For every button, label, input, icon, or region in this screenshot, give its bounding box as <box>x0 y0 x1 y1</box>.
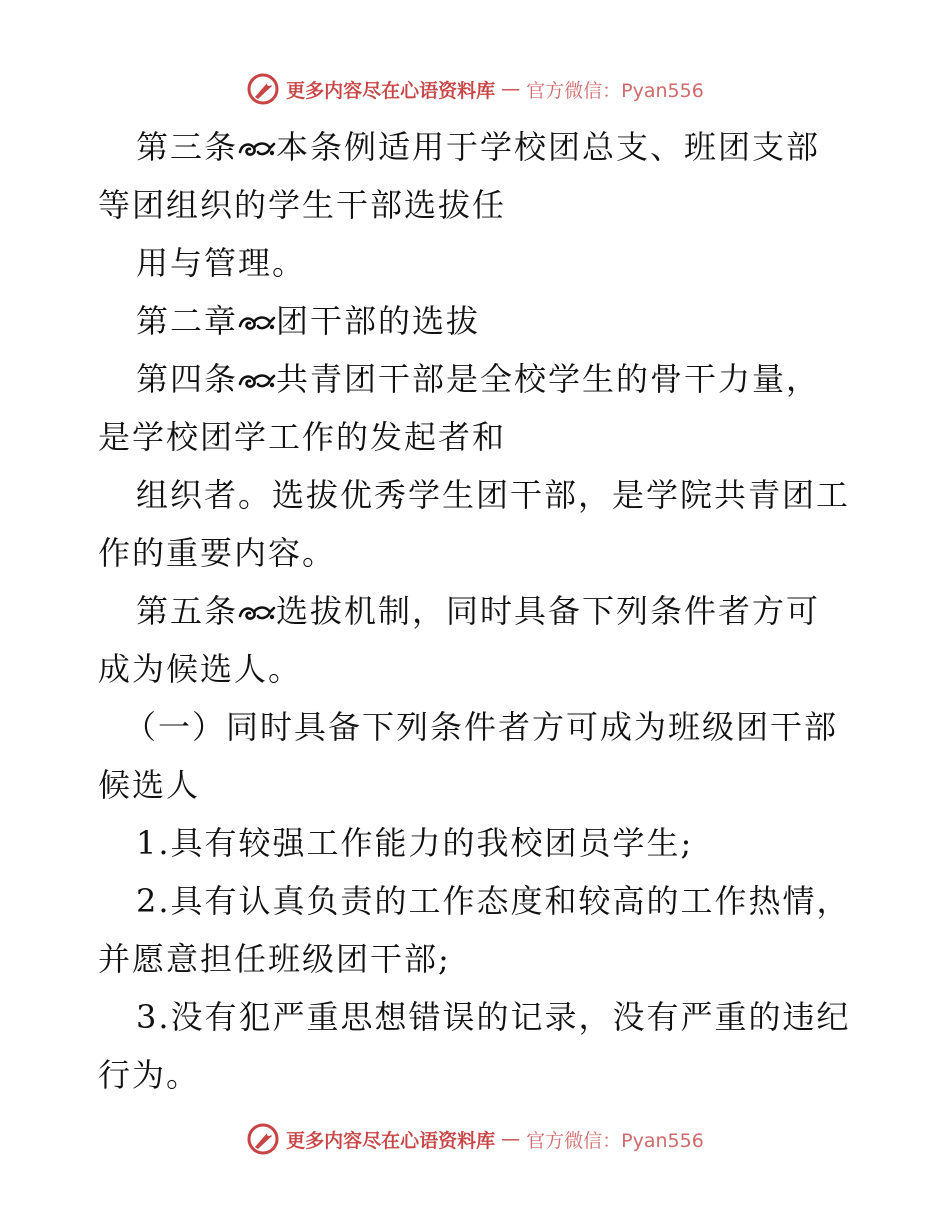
document-line <box>98 1046 858 1104</box>
line-text: 用与管理。 <box>136 244 307 282</box>
fleuron-ornament-icon <box>238 370 276 392</box>
document-line <box>98 988 858 1046</box>
line-text: 组织者。选拔优秀学生团干部，是学院共青团工 <box>136 476 851 514</box>
document-body <box>98 118 858 1104</box>
line-text: 第二章 <box>136 302 239 340</box>
document-line <box>98 466 858 524</box>
document-line <box>98 582 858 640</box>
line-text: 成为候选人。 <box>98 650 303 688</box>
line-text: 第五条 <box>136 592 239 630</box>
line-text: 第四条 <box>136 360 239 398</box>
line-text: 候选人 <box>98 766 201 804</box>
watermark-site-text: 更多内容尽在心语资料库 <box>286 1129 496 1152</box>
line-text: 3.没有犯严重思想错误的记录，没有严重的违纪 <box>136 998 851 1036</box>
document-line <box>98 234 858 292</box>
line-text: 作的重要内容。 <box>98 534 337 572</box>
document-line <box>98 640 858 698</box>
watermark-dash: — <box>501 1128 521 1150</box>
line-text: 团干部的选拔 <box>276 302 481 340</box>
document-line <box>98 872 858 930</box>
document-line <box>98 698 858 756</box>
line-text: 等团组织的学生干部选拔任 <box>98 186 507 224</box>
line-text: 第三条 <box>136 128 239 166</box>
line-text: 行为。 <box>98 1056 201 1094</box>
line-text: 并愿意担任班级团干部; <box>98 940 451 978</box>
document-line <box>98 756 858 814</box>
watermark-wechat-text: 官方微信：Pyan556 <box>526 1129 704 1152</box>
line-text: 本条例适用于学校团总支、班团支部 <box>276 128 821 166</box>
watermark-wechat-text: 官方微信：Pyan556 <box>526 79 704 102</box>
document-line <box>98 930 858 988</box>
header-watermark <box>0 72 950 106</box>
pen-nib-logo-icon <box>246 1122 280 1156</box>
line-text: 共青团干部是全校学生的骨干力量， <box>276 360 821 398</box>
fleuron-ornament-icon <box>238 312 276 334</box>
line-text: 2.具有认真负责的工作态度和较高的工作热情， <box>136 882 851 920</box>
line-text: 选拔机制，同时具备下列条件者方可 <box>276 592 821 630</box>
pen-nib-logo-icon <box>246 72 280 106</box>
document-line <box>98 176 858 234</box>
footer-watermark <box>0 1122 950 1156</box>
document-line <box>98 292 858 350</box>
document-line <box>98 118 858 176</box>
line-text: 是学校团学工作的发起者和 <box>98 418 507 456</box>
watermark-dash: — <box>501 78 521 100</box>
line-text: （一）同时具备下列条件者方可成为班级团干部 <box>124 708 839 746</box>
document-line <box>98 524 858 582</box>
fleuron-ornament-icon <box>238 602 276 624</box>
fleuron-ornament-icon <box>238 138 276 160</box>
watermark-site-text: 更多内容尽在心语资料库 <box>286 79 496 102</box>
document-line <box>98 814 858 872</box>
document-line <box>98 408 858 466</box>
line-text: 1.具有较强工作能力的我校团员学生; <box>136 824 694 862</box>
document-line <box>98 350 858 408</box>
